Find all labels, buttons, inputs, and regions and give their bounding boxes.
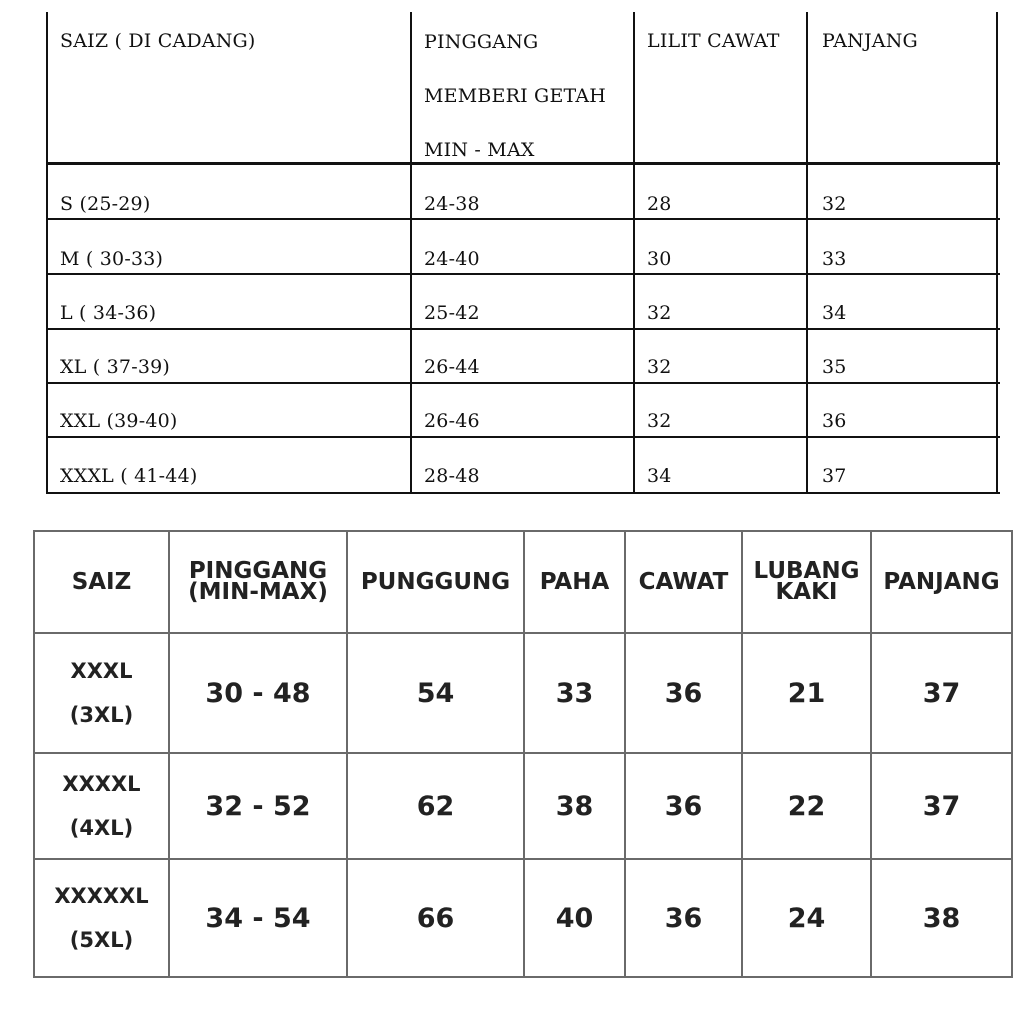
table2-size-code: (3XL) <box>69 703 134 727</box>
table1-border-left <box>46 12 48 494</box>
table2-cell-size <box>34 859 169 977</box>
table1-row-rule <box>46 273 1000 275</box>
table2-header-length: PANJANG <box>871 531 1012 633</box>
table1-header-length: PANJANG <box>822 30 918 52</box>
table2-cell-leg-hole: 22 <box>742 753 871 859</box>
table2-cell-crotch: 36 <box>625 633 742 753</box>
table2-cell-waist: 32 - 52 <box>169 753 347 859</box>
table1-bottom-rule <box>46 492 1000 494</box>
table2-header-thigh: PAHA <box>524 531 625 633</box>
table2-cell-thigh: 40 <box>524 859 625 977</box>
table1-cell-crotch: 28 <box>647 193 672 215</box>
table2-header-waist-line: PINGGANG <box>188 558 328 584</box>
table2-cell-length: 38 <box>871 859 1012 977</box>
table2-cell-leg-hole: 21 <box>742 633 871 753</box>
size-table-2-grid <box>33 530 1013 978</box>
table1-row-rule <box>46 436 1000 438</box>
table1-divider <box>806 12 808 494</box>
table1-divider <box>410 12 412 494</box>
table2-size-name: XXXXXL <box>54 884 149 908</box>
table2-header-leg-hole-line: LUBANG <box>753 558 860 584</box>
table1-border-right <box>996 12 998 494</box>
table1-cell-crotch: 34 <box>647 465 672 487</box>
table1-cell-waist: 25-42 <box>424 302 480 324</box>
table2-cell-back: 54 <box>347 633 524 753</box>
table2-cell-back: 62 <box>347 753 524 859</box>
table2-cell-waist: 30 - 48 <box>169 633 347 753</box>
table1-header-size: SAIZ ( DI CADANG) <box>60 30 256 52</box>
table2-size-code: (4XL) <box>69 816 134 840</box>
table1-header-waist-line: MEMBERI GETAH <box>424 85 607 107</box>
table1-divider <box>633 12 635 494</box>
table1-cell-size: S (25-29) <box>60 193 151 215</box>
table1-cell-waist: 26-44 <box>424 356 480 378</box>
size-table-2 <box>33 530 1011 978</box>
table1-row-rule <box>46 382 1000 384</box>
table2-size-name: XXXL <box>70 659 133 683</box>
table2-cell-length: 37 <box>871 633 1012 753</box>
table1-cell-size: M ( 30-33) <box>60 248 164 270</box>
table1-row-rule <box>46 218 1000 220</box>
table-row <box>34 633 1012 753</box>
table2-cell-waist: 34 - 54 <box>169 859 347 977</box>
table1-cell-crotch: 32 <box>647 356 672 378</box>
table1-cell-size: XL ( 37-39) <box>60 356 171 378</box>
table2-header-size: SAIZ <box>34 531 169 633</box>
table2-cell-back: 66 <box>347 859 524 977</box>
table1-cell-crotch: 32 <box>647 410 672 432</box>
table2-cell-thigh: 33 <box>524 633 625 753</box>
table2-header-crotch: CAWAT <box>625 531 742 633</box>
table2-header-leg-hole <box>742 531 871 633</box>
table1-cell-length: 37 <box>822 465 847 487</box>
table2-cell-length: 37 <box>871 753 1012 859</box>
table1-header-waist <box>424 15 606 177</box>
table2-cell-crotch: 36 <box>625 859 742 977</box>
table1-header-waist-line: PINGGANG <box>424 31 539 53</box>
table2-cell-crotch: 36 <box>625 753 742 859</box>
table2-header-back: PUNGGUNG <box>347 531 524 633</box>
table1-cell-length: 32 <box>822 193 847 215</box>
table2-header-leg-hole-line: KAKI <box>775 579 838 605</box>
table1-cell-length: 35 <box>822 356 847 378</box>
table2-header-row <box>34 531 1012 633</box>
size-table-1 <box>46 12 1000 494</box>
table1-cell-waist: 28-48 <box>424 465 480 487</box>
table1-cell-size: L ( 34-36) <box>60 302 157 324</box>
table1-cell-crotch: 30 <box>647 248 672 270</box>
table1-header-waist-line: MIN - MAX <box>424 139 535 161</box>
table2-header-waist <box>169 531 347 633</box>
table1-cell-crotch: 32 <box>647 302 672 324</box>
table2-size-name: XXXXL <box>62 772 141 796</box>
table-row <box>34 753 1012 859</box>
table2-cell-thigh: 38 <box>524 753 625 859</box>
table2-size-code: (5XL) <box>69 928 134 952</box>
table1-row-rule <box>46 328 1000 330</box>
table2-cell-size <box>34 753 169 859</box>
table1-cell-waist: 24-40 <box>424 248 480 270</box>
table1-header-crotch: LILIT CAWAT <box>647 30 780 52</box>
table-row <box>34 859 1012 977</box>
table1-cell-size: XXL (39-40) <box>60 410 178 432</box>
table1-cell-length: 36 <box>822 410 847 432</box>
table1-cell-waist: 24-38 <box>424 193 480 215</box>
table1-cell-length: 33 <box>822 248 847 270</box>
table2-cell-leg-hole: 24 <box>742 859 871 977</box>
table1-cell-size: XXXL ( 41-44) <box>60 465 198 487</box>
table2-header-waist-line: (MIN-MAX) <box>188 579 328 605</box>
table2-cell-size <box>34 633 169 753</box>
table1-cell-length: 34 <box>822 302 847 324</box>
table1-cell-waist: 26-46 <box>424 410 480 432</box>
